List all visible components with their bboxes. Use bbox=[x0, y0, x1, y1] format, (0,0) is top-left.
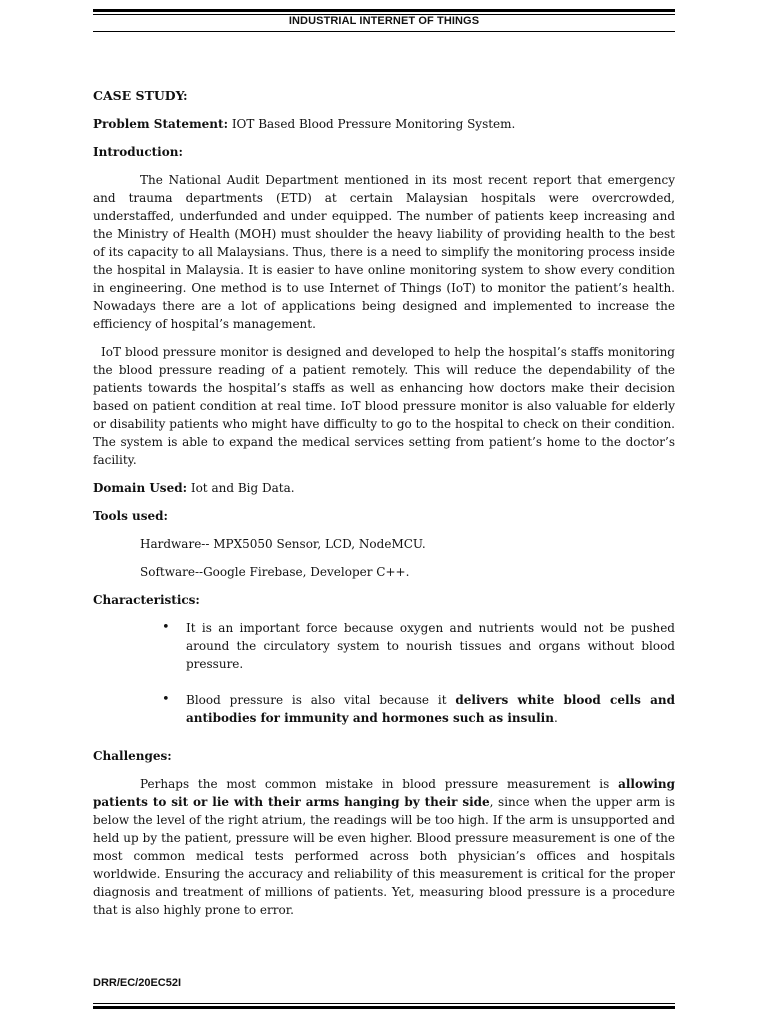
footer-code: DRR/EC/20EC52I bbox=[93, 977, 182, 989]
page-header-title: INDUSTRIAL INTERNET OF THINGS bbox=[288, 15, 480, 27]
challenges-text-1: Perhaps the most common mistake in blood pressure measurement is bbox=[140, 777, 619, 791]
challenges-bold: allowing patients to sit or lie with their arms hanging by their side bbox=[93, 777, 675, 809]
intro-paragraph-2: IoT blood pressure monitor is designed and developed to help the hospital’s staffs monitoring the blood pressure reading of a patient remotely. This will reduce the dependability of the patients towards the hospital’s staffs as well as enhancing how doctors make their decision based on patient condition at real time. IoT blood pressure monitor is also valuable for elderly or disability patients who might have difficulty to go to the hospital to check on their condition. The system is able to expand the medical services setting from patient’s home to the doctor’s facility. bbox=[93, 345, 675, 467]
footer-rule-thin bbox=[93, 1003, 675, 1004]
characteristics-heading: Characteristics: bbox=[93, 593, 200, 607]
bullet-2-end: . bbox=[553, 711, 558, 725]
problem-text: IOT Based Blood Pressure Monitoring System. bbox=[228, 117, 516, 131]
challenges-paragraph bbox=[93, 775, 675, 919]
bullet-2-bold: delivers white blood cells and antibodies for immunity and hormones such as insulin bbox=[186, 693, 675, 725]
case-study-heading: CASE STUDY: bbox=[93, 88, 188, 103]
domain-text: Iot and Big Data. bbox=[187, 481, 295, 495]
challenges-text-2: , since when the upper arm is below the level of the right atrium, the readings will be too high. If the arm is unsupported and held up by the patient, pressure will be even higher. Blood pressure measurement is one of the most common medical tests performed across both physician’s offices and hospitals worldwide. Ensuring the accuracy and reliability of this measurement is critical for the proper diagnosis and treatment of millions of patients. Yet, measuring blood pressure is a procedure that is also highly prone to error. bbox=[93, 795, 675, 917]
footer-rule-thick bbox=[93, 1006, 675, 1009]
header-rule-bottom bbox=[93, 31, 675, 32]
intro-paragraph-1: The National Audit Department mentioned in its most recent report that emergency and trauma departments (ETD) at certain Malaysian hospitals were overcrowded, understaffed, underfunded and under equipped. The number of patients keep increasing and the Ministry of Health (MOH) must shoulder the heavy liability of providing health to the best of its capacity to all Malaysians. Thus, there is a need to simplify the monitoring process inside the hospital in Malaysia. It is easier to have online monitoring system to show every condition in engineering. One method is to use Internet of Things (IoT) to monitor the patient’s health. Nowadays there are a lot of applications being designed and implemented to increase the efficiency of hospital’s management. bbox=[93, 173, 675, 331]
bullet-icon: • bbox=[162, 620, 170, 635]
problem-statement bbox=[93, 115, 675, 133]
challenges-heading: Challenges: bbox=[93, 749, 172, 763]
header-rule-thick bbox=[93, 9, 675, 12]
tools-hardware: Hardware-- MPX5050 Sensor, LCD, NodeMCU. bbox=[140, 537, 426, 551]
page-content bbox=[93, 86, 675, 919]
characteristics-list bbox=[93, 619, 675, 727]
list-item bbox=[162, 691, 675, 727]
problem-label: Problem Statement: bbox=[93, 117, 228, 131]
introduction-heading: Introduction: bbox=[93, 145, 183, 159]
bullet-icon: • bbox=[162, 692, 170, 707]
bullet-2-text: Blood pressure is also vital because it bbox=[186, 693, 456, 707]
tools-software: Software--Google Firebase, Developer C++. bbox=[140, 565, 410, 579]
bullet-1-text: It is an important force because oxygen and nutrients would not be pushed around the circulatory system to nourish tissues and organs without blood pressure. bbox=[186, 621, 675, 671]
tools-heading: Tools used: bbox=[93, 509, 168, 523]
domain-used bbox=[93, 479, 675, 497]
domain-label: Domain Used: bbox=[93, 481, 188, 495]
list-item bbox=[162, 619, 675, 673]
